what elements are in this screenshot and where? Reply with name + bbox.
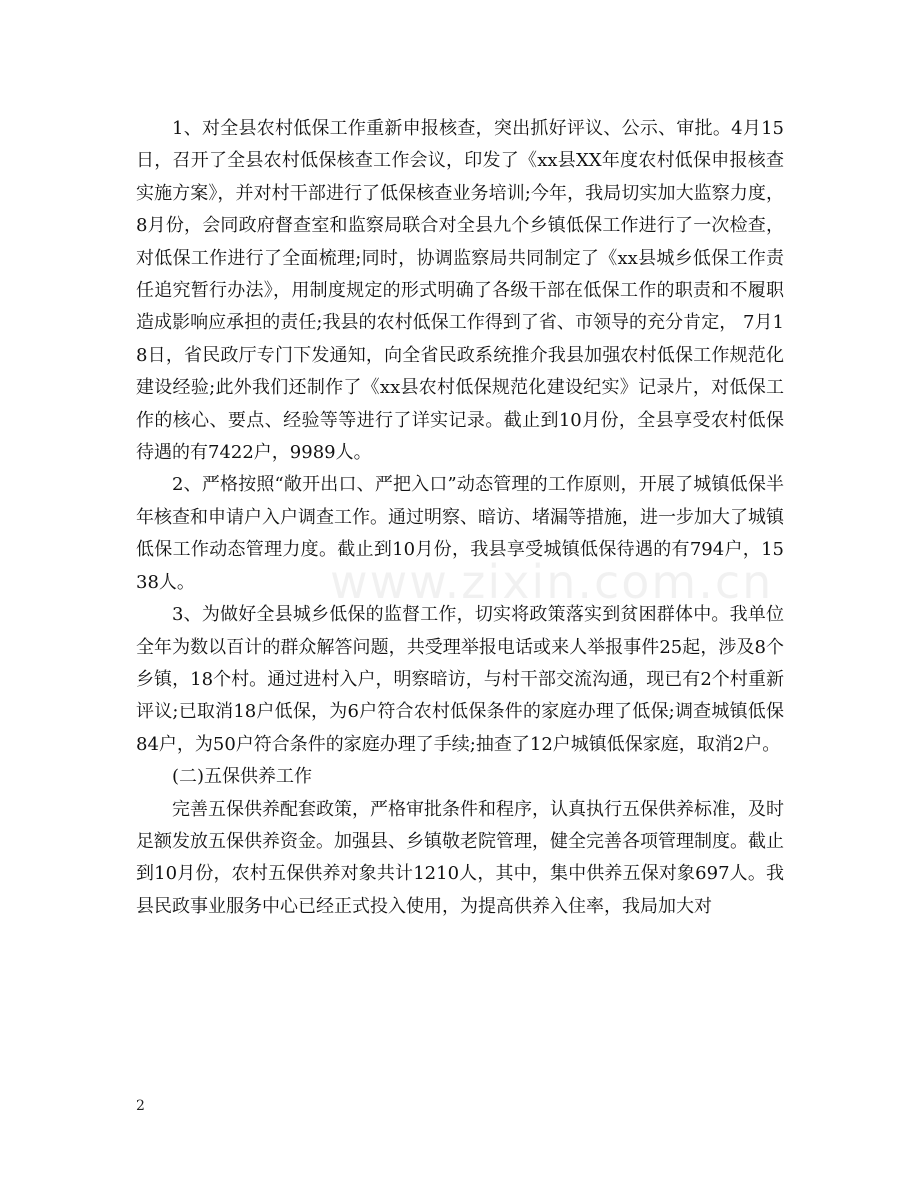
paragraph-low-income-urban: 2、严格按照“敞开出口、严把入口”动态管理的工作原则，开展了城镇低保半年核查和申请户入户调查工作。通过明察、暗访、堵漏等措施，进一步加大了城镇低保工作动态管理力度。截止到10月份，我县享受城镇低保待遇的有794户，1538人。 (136, 474, 784, 593)
document-body (136, 113, 784, 923)
paragraph-wubao-support: 完善五保供养配套政策，严格审批条件和程序，认真执行五保供养标准，及时足额发放五保供养资金。加强县、乡镇敬老院管理，健全完善各项管理制度。截止到10月份，农村五保供养对象共计1210人，其中，集中供养五保对象697人。我县民政事业服务中心已经正式投入使用，为提高供养入住率，我局加大对 (136, 798, 784, 917)
paragraph-supervision: 3、为做好全县城乡低保的监督工作，切实将政策落实到贫困群体中。我单位全年为数以百计的群众解答问题，共受理举报电话或来人举报事件25起，涉及8个乡镇，18个村。通过进村入户，明察暗访，与村干部交流沟通，现已有2个村重新评议;已取消18户低保，为6户符合农村低保条件的家庭办理了低保;调查城镇低保84户，为50户符合条件的家庭办理了手续;抽查了12户城镇低保家庭，取消2户。 (136, 604, 784, 755)
page-number: 2 (136, 1098, 145, 1114)
section-heading-wubao: (二)五保供养工作 (172, 766, 313, 788)
paragraph-low-income-rural: 1、对全县农村低保工作重新申报核查，突出抓好评议、公示、审批。4月15日，召开了全县农村低保核查工作会议，印发了《xx县XX年度农村低保申报核查实施方案》，并对村干部进行了低保核查业务培训;今年，我局切实加大监察力度，8月份，会同政府督查室和监察局联合对全县九个乡镇低保工作进行了一次检查，对低保工作进行了全面梳理;同时，协调监察局共同制定了《xx县城乡低保工作责任追究暂行办法》，用制度规定的形式明确了各级干部在低保工作的职责和不履职造成影响应承担的责任;我县的农村低保工作得到了省、市领导的充分肯定， 7月18日，省民政厅专门下发通知，向全省民政系统推介我县加强农村低保工作规范化建设经验;此外我们还制作了《xx县农村低保规范化建设纪实》记录片，对低保工作的核心、要点、经验等等进行了详实记录。截止到10月份，全县享受农村低保待遇的有7422户，9989人。 (136, 118, 784, 464)
watermark: www.zixin.com.cn (330, 555, 774, 609)
